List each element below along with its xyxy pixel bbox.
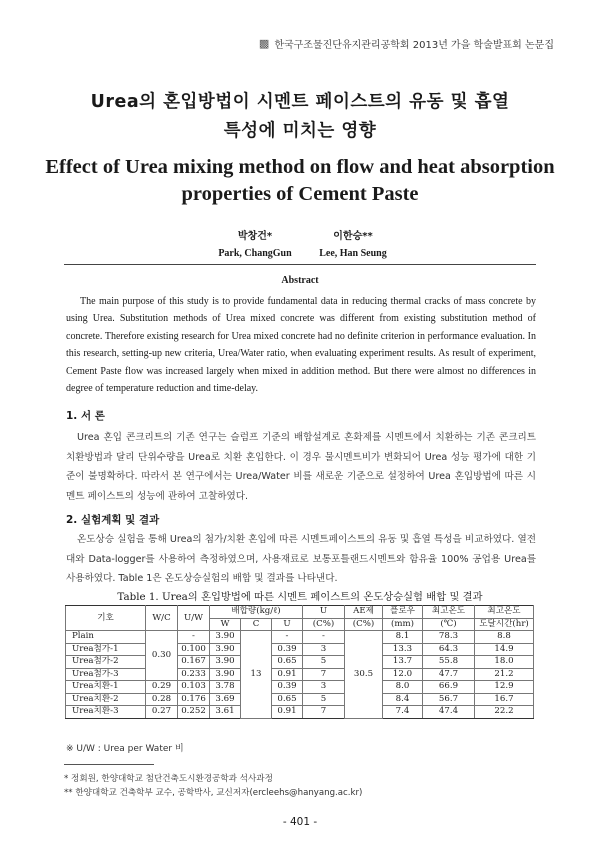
cell-w: 3.61	[210, 706, 241, 719]
cell-w: 3.90	[210, 643, 241, 656]
cell-time: 8.8	[475, 631, 534, 644]
table-row	[66, 668, 534, 681]
cell-time: 14.9	[475, 643, 534, 656]
header-time-unit: 도달시간(hr)	[475, 618, 534, 631]
row-label: Urea첨가-3	[66, 668, 146, 681]
title-korean-line-2: 특성에 미치는 영향	[223, 121, 377, 141]
cell-time: 22.2	[475, 706, 534, 719]
header-max-temp-unit: (℃)	[423, 618, 475, 631]
cell-u-percent: 3	[303, 681, 345, 694]
running-header	[259, 36, 554, 51]
section-1-text: Urea 혼입 콘크리트의 기존 연구는 슬럼프 기준의 배합설계로 혼화제를 시멘트에서 치환하는 기존 콘크리트 치환방법과 달리 단위수량을 Urea로 치환 혼입한다. 이 경우 물시멘트비가 변화되어 Urea 성능 평가에 대한 기준이 불명확하다. 따라서 본 연구에서는 Urea/Water 비를 새로운 기준으로 설정하여 Urea 혼입방법에 따른 시멘트 페이스트의 성능에 관하여 고찰하였다.	[66, 432, 536, 502]
author-1	[200, 227, 310, 259]
header-time-to-max: 최고온도	[475, 606, 534, 619]
table-row	[66, 693, 534, 706]
row-label: Urea치환-2	[66, 693, 146, 706]
cell-max-temp: 55.8	[423, 656, 475, 669]
header-mix-u: U	[272, 618, 303, 631]
row-label: Urea첨가-2	[66, 656, 146, 669]
cell-u: 0.65	[272, 656, 303, 669]
cell-u-percent: 5	[303, 693, 345, 706]
cell-uw: 0.233	[178, 668, 210, 681]
cell-wc: 0.27	[146, 706, 178, 719]
author-2-name-english: Lee, Han Seung	[319, 248, 387, 259]
header-uw: U/W	[178, 606, 210, 631]
cell-uw: 0.100	[178, 643, 210, 656]
cell-u: 0.39	[272, 643, 303, 656]
cell-time: 16.7	[475, 693, 534, 706]
table-caption: Table 1. Urea의 혼입방법에 따른 시멘트 페이스트의 온도상승실험 배합 및 결과	[117, 591, 483, 603]
row-label: Urea치환-1	[66, 681, 146, 694]
cell-u: 0.39	[272, 681, 303, 694]
header-max-temp: 최고온도	[423, 606, 475, 619]
title-korean-line-1: Urea의 혼입방법이 시멘트 페이스트의 유동 및 흡열	[90, 92, 510, 112]
footnote-2: ** 한양대학교 건축학부 교수, 공학박사, 교신저자(ercleehs@hanyang.ac.kr)	[64, 788, 363, 798]
section-2-heading: 2. 실험계획 및 결과	[66, 514, 160, 526]
cell-flow: 8.1	[383, 631, 423, 644]
cell-max-temp: 78.3	[423, 631, 475, 644]
cell-w: 3.90	[210, 631, 241, 644]
title-english	[0, 154, 600, 208]
cell-u: 0.65	[272, 693, 303, 706]
header-u-percent: U	[303, 606, 345, 619]
header-ae-unit: (C%)	[345, 618, 383, 631]
row-label: Urea치환-3	[66, 706, 146, 719]
header-mix-c: C	[241, 618, 272, 631]
cell-w: 3.78	[210, 681, 241, 694]
cell-w: 3.69	[210, 693, 241, 706]
cell-max-temp: 56.7	[423, 693, 475, 706]
title-english-line-2: properties of Cement Paste	[181, 183, 419, 205]
table-row	[66, 643, 534, 656]
cell-flow: 12.0	[383, 668, 423, 681]
table-row	[66, 631, 534, 644]
header-flow-unit: (mm)	[383, 618, 423, 631]
cell-uw: 0.103	[178, 681, 210, 694]
cell-flow: 13.3	[383, 643, 423, 656]
title-korean	[0, 88, 600, 146]
abstract-text: The main purpose of this study is to provide fundamental data in reducing thermal cracks of mass concrete by using Urea. Substitution methods of Urea mixed concrete was different from existing substitution method of concrete. Therefore existing research for Urea mixed concrete had no definite criterion in performance evaluation. In this research, setting-up new criteria, Urea/Water ratio, when evaluating experiment results. As result of experiment, Cement Paste flow was increased largely when mixed in addition method. But there were almost no differences in degree of temperature reduction and time-delay.	[66, 296, 536, 395]
cell-u-percent: -	[303, 631, 345, 644]
cell-wc: 0.29	[146, 681, 178, 694]
cell-uw: 0.176	[178, 693, 210, 706]
cell-u: 0.91	[272, 706, 303, 719]
cell-max-temp: 47.7	[423, 668, 475, 681]
header-divider	[64, 264, 536, 265]
cell-uw: 0.167	[178, 656, 210, 669]
author-1-name-english: Park, ChangGun	[218, 248, 292, 259]
cell-uw: 0.252	[178, 706, 210, 719]
page-number: - 401 -	[282, 816, 318, 828]
author-1-name-korean: 박창건*	[237, 231, 273, 242]
abstract-heading: Abstract	[281, 275, 319, 286]
header-mix-w: W	[210, 618, 241, 631]
header-flow: 플로우	[383, 606, 423, 619]
cell-time: 21.2	[475, 668, 534, 681]
footnote-divider	[64, 764, 154, 765]
cell-w: 3.90	[210, 668, 241, 681]
cell-time: 18.0	[475, 656, 534, 669]
cell-uw: -	[178, 631, 210, 644]
row-label: Plain	[66, 631, 146, 644]
cell-u: -	[272, 631, 303, 644]
cell-flow: 8.0	[383, 681, 423, 694]
cell-max-temp: 47.4	[423, 706, 475, 719]
wc-group-cell: 0.30	[146, 631, 178, 681]
society-logo-icon: ▩	[258, 37, 270, 50]
cell-flow: 8.4	[383, 693, 423, 706]
running-header-text: 한국구조물진단유지관리공학회 2013년 가을 학술발표회 논문집	[274, 40, 554, 51]
ae-shared-cell: 30.5	[345, 631, 383, 719]
cell-w: 3.90	[210, 656, 241, 669]
cell-flow: 7.4	[383, 706, 423, 719]
cell-u: 0.91	[272, 668, 303, 681]
cement-shared-cell: 13	[241, 631, 272, 719]
section-1-heading: 1. 서 론	[66, 410, 105, 422]
cell-max-temp: 64.3	[423, 643, 475, 656]
mix-results-table	[65, 605, 534, 719]
author-2-name-korean: 이한승**	[333, 231, 373, 242]
cell-u-percent: 3	[303, 643, 345, 656]
table-row	[66, 656, 534, 669]
cell-flow: 13.7	[383, 656, 423, 669]
table-note: ※ U/W : Urea per Water 비	[66, 744, 184, 754]
cell-u-percent: 5	[303, 656, 345, 669]
table-row	[66, 681, 534, 694]
header-ae: AE제	[345, 606, 383, 619]
cell-u-percent: 7	[303, 668, 345, 681]
header-u-percent-unit: (C%)	[303, 618, 345, 631]
title-english-line-1: Effect of Urea mixing method on flow and heat absorption	[45, 156, 555, 178]
cell-wc: 0.28	[146, 693, 178, 706]
author-2	[298, 227, 408, 259]
row-label: Urea첨가-1	[66, 643, 146, 656]
header-symbol: 기호	[66, 606, 146, 631]
header-mix-amount: 배합량(kg/ℓ)	[210, 606, 303, 619]
header-wc: W/C	[146, 606, 178, 631]
footnote-1: * 정회원, 한양대학교 첨단건축도시환경공학과 석사과정	[64, 774, 273, 784]
cell-max-temp: 66.9	[423, 681, 475, 694]
table-row	[66, 706, 534, 719]
cell-u-percent: 7	[303, 706, 345, 719]
section-2-text: 온도상승 실험을 통해 Urea의 첨가/치환 혼입에 따른 시멘트페이스트의 유동 및 흡열 특성을 비교하였다. 열전대와 Data-logger를 사용하여 측정하였으며, 사용재료로 보통포틀랜드시멘트와 함유율 100% 공업용 Urea를 사용하였다. Table 1은 온도상승실험의 배합 및 결과를 나타낸다.	[66, 534, 536, 585]
cell-time: 12.9	[475, 681, 534, 694]
